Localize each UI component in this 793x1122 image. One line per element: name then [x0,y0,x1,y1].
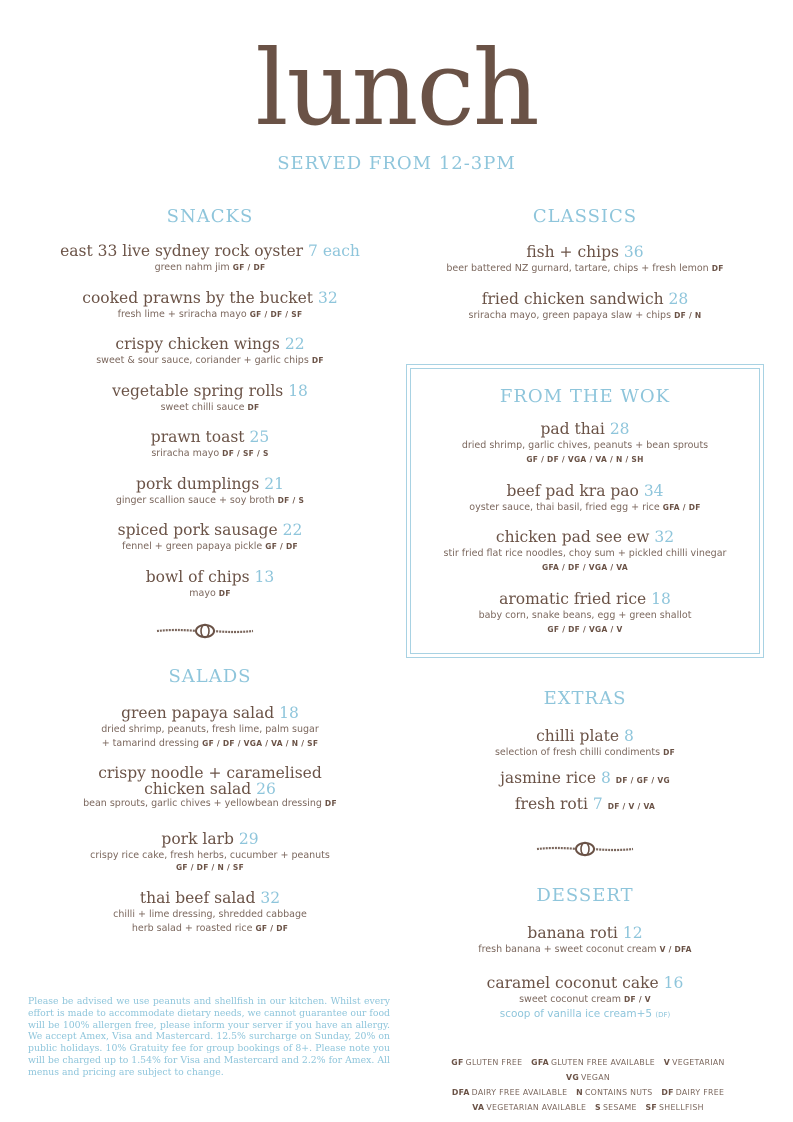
list-item [410,528,760,590]
item-name: cooked prawns by the bucket [82,288,314,307]
list-item [20,475,400,522]
item-desc: sweet & sour sauce, coriander + garlic chips [96,355,309,366]
item-price: 8 [600,769,611,787]
item-desc: dried shrimp, garlic chives, peanuts + bean sprouts [461,440,709,451]
dietary-tags: DF / V [623,995,651,1004]
list-item [20,289,400,336]
item-name: chicken pad see ew [495,528,650,546]
list-item [400,727,770,769]
item-desc: fennel + green papaya pickle [122,541,263,552]
legend-label: DAIRY FREE AVAILABLE [471,1088,568,1097]
item-price: 7 each [308,242,360,260]
list-item [20,335,400,382]
item-name: fresh roti [514,795,588,813]
item-desc: + tamarind dressing [101,738,200,749]
item-name: bowl of chips [145,567,250,586]
item-price: 12 [622,924,643,942]
snacks-heading: SNACKS [166,206,254,227]
item-price: 32 [654,528,675,546]
dietary-tags: GF / DF / N / SF [175,863,245,872]
legend-label: SESAME [602,1103,637,1112]
classics-list [400,243,770,323]
legend-label: VEGETARIAN AVAILABLE [486,1103,587,1112]
legend-code: GF [451,1058,464,1067]
legend-label: CONTAINS NUTS [584,1088,653,1097]
wok-list [410,420,760,634]
legend-row [420,1085,750,1100]
dietary-tags: GFA / DF [662,502,701,512]
item-name: thai beef salad [139,889,256,907]
dietary-tags: GF / DF [265,542,298,551]
legend-code: N [576,1088,583,1097]
list-item [410,420,760,482]
list-item [20,242,400,289]
dietary-tags: DF / N [674,310,702,320]
salads-list [20,704,400,936]
list-item [410,482,760,529]
list-item [20,568,400,608]
item-price: 34 [643,481,664,500]
legend-row [420,1055,750,1085]
item-desc: baby corn, snake beans, egg + green shallot [478,610,692,621]
legend-label: DAIRY FREE [675,1088,725,1097]
addon-tag: (DF) [655,1011,671,1019]
dietary-tags: DF / SF / S [222,449,269,458]
extras-heading: EXTRAS [543,688,627,709]
item-desc: bean sprouts, garlic chives + yellowbean dressing [83,798,322,809]
item-desc: mayo [189,587,216,599]
list-item [400,769,770,795]
list-item [400,924,770,974]
item-name: crispy chicken wings [115,335,280,353]
list-item [20,704,400,765]
list-item [400,974,770,1022]
item-price: 28 [668,289,689,308]
classics-heading: CLASSICS [532,206,638,227]
item-price: 16 [663,974,684,992]
list-item [20,428,400,475]
item-name: chilli plate [536,727,620,745]
dietary-tags: DF / S [277,495,305,505]
item-name: crispy noodle + caramelised [98,764,322,782]
menu-title: lunch [255,27,538,149]
item-name: banana roti [527,924,618,942]
item-desc: sriracha mayo, green papaya slaw + chips [468,309,672,321]
legend-code: DF [661,1088,674,1097]
dietary-tags: DF / V / VA [607,802,656,811]
list-item [20,521,400,568]
item-desc: dried shrimp, peanuts, fresh lime, palm sugar [101,724,319,735]
dietary-tags: DF [711,264,724,273]
dietary-tags: DF [311,356,324,365]
dietary-tags: GF / DF [232,263,266,272]
item-desc: sriracha mayo [151,448,220,459]
item-name: fish + chips [526,243,619,261]
dietary-tags: GFA / DF / VGA / VA [541,563,629,572]
item-price: 22 [282,521,303,539]
legend-code: S [595,1103,601,1112]
item-price: 21 [264,474,284,493]
item-price: 18 [288,381,308,400]
legend-code: SF [645,1103,658,1112]
item-desc: chilli + lime dressing, shredded cabbage [113,909,307,920]
dietary-tags: DF [218,588,231,598]
addon-text: scoop of vanilla ice cream+5 [499,1008,653,1020]
item-name: beef pad kra pao [506,481,639,500]
legend-label: GLUTEN FREE [465,1058,523,1067]
salads-heading: SALADS [168,666,252,687]
dietary-tags: GF / DF / VGA / VA / N / SH [526,455,644,464]
item-name: aromatic fried rice [499,590,647,608]
item-name: caramel coconut cake [486,974,659,992]
rope-knot-divider [155,622,255,640]
dietary-tags: DF [663,748,676,757]
item-price: 8 [624,727,634,745]
item-price: 32 [260,889,281,907]
item-desc: crispy rice cake, fresh herbs, cucumber + peanuts [90,850,330,861]
legend-code: VG [565,1073,580,1082]
list-item [400,795,770,816]
list-item [400,290,770,323]
dietary-tags: GF / DF / VGA / V [547,625,623,634]
item-desc: selection of fresh chilli condiments [494,747,661,758]
item-name: green papaya salad [121,704,275,722]
item-price: 26 [256,780,276,798]
item-desc: ginger scallion sauce + soy broth [115,494,275,506]
list-item [20,382,400,429]
legend-label: VEGETARIAN [672,1058,725,1067]
list-item [20,765,400,830]
item-desc: oyster sauce, thai basil, fried egg + rice [469,501,660,513]
item-name: vegetable spring rolls [112,381,284,400]
allergen-notice: Please be advised we use peanuts and shellfish in our kitchen. Whilst every effort is made to accommodate dietary needs, we cannot guarantee our food will be 100% allergen free, please inform your server if you have an allergy. We accept Amex, Visa and Mastercard. 12.5% surcharge on Sunday, 20% on public holidays. 10% Gratuity fee for group bookings of 8+. Please note you will be charged up to 1.54% for Visa and Mastercard and 2.2% for Amex. All menus and pricing are subject to change. [28,996,390,1078]
dietary-tags: V / DFA [659,945,692,954]
item-desc: herb salad + roasted rice [131,923,253,934]
item-desc: sweet chilli sauce [160,401,245,413]
item-name: chicken salad [144,780,252,798]
item-desc: fresh banana + sweet coconut cream [478,944,657,955]
item-name: prawn toast [150,428,245,446]
item-price: 18 [279,704,299,722]
dessert-heading: DESSERT [536,885,634,906]
item-name: spiced pork sausage [117,521,278,539]
legend-code: DFA [451,1088,470,1097]
extras-list [400,727,770,816]
dietary-tags: DF [247,402,260,412]
legend-code: VA [472,1103,485,1112]
dietary-tags: GF / DF / VGA / VA / N / SF [202,739,319,748]
item-name: pork dumplings [136,474,260,493]
item-name: jasmine rice [500,769,597,787]
legend-label: SHELLFISH [659,1103,704,1112]
item-price: 22 [284,335,305,353]
item-price: 32 [317,288,338,307]
item-desc: green nahm jim [154,262,230,273]
item-desc: beer battered NZ gurnard, tartare, chips + fresh lemon [446,263,709,274]
item-price: 7 [592,795,603,813]
list-item [400,243,770,290]
legend-code: V [663,1058,671,1067]
item-price: 18 [651,590,671,608]
item-desc: stir fried flat rice noodles, choy sum + pickled chilli vinegar [443,548,727,559]
legend-label: GLUTEN FREE AVAILABLE [550,1058,655,1067]
item-name: pad thai [540,420,605,438]
list-item [20,889,400,936]
item-name: fried chicken sandwich [481,289,664,308]
item-price: 36 [623,243,644,261]
legend-row [420,1100,750,1115]
item-price: 28 [609,420,630,438]
dietary-legend [420,1055,750,1115]
snacks-list [20,242,400,608]
legend-code: GFA [531,1058,549,1067]
dietary-tags: GF / DF [255,924,289,933]
dietary-tags: DF / GF / VG [615,776,670,785]
item-name: pork larb [161,830,234,848]
wok-heading: FROM THE WOK [499,386,671,407]
item-price: 13 [254,567,275,586]
menu-subtitle: SERVED FROM 12-3PM [277,153,516,174]
item-name: east 33 live sydney rock oyster [60,242,304,260]
dessert-list [400,924,770,1022]
list-item [410,590,760,634]
item-price: 25 [249,428,270,446]
item-desc: sweet coconut cream [519,994,621,1005]
rope-knot-divider [535,840,635,858]
dietary-tags: GF / DF / SF [249,309,303,319]
dietary-tags: DF [324,799,337,808]
item-desc: fresh lime + sriracha mayo [117,308,247,320]
list-item [20,830,400,889]
item-price: 29 [238,830,259,848]
legend-label: VEGAN [581,1073,610,1082]
